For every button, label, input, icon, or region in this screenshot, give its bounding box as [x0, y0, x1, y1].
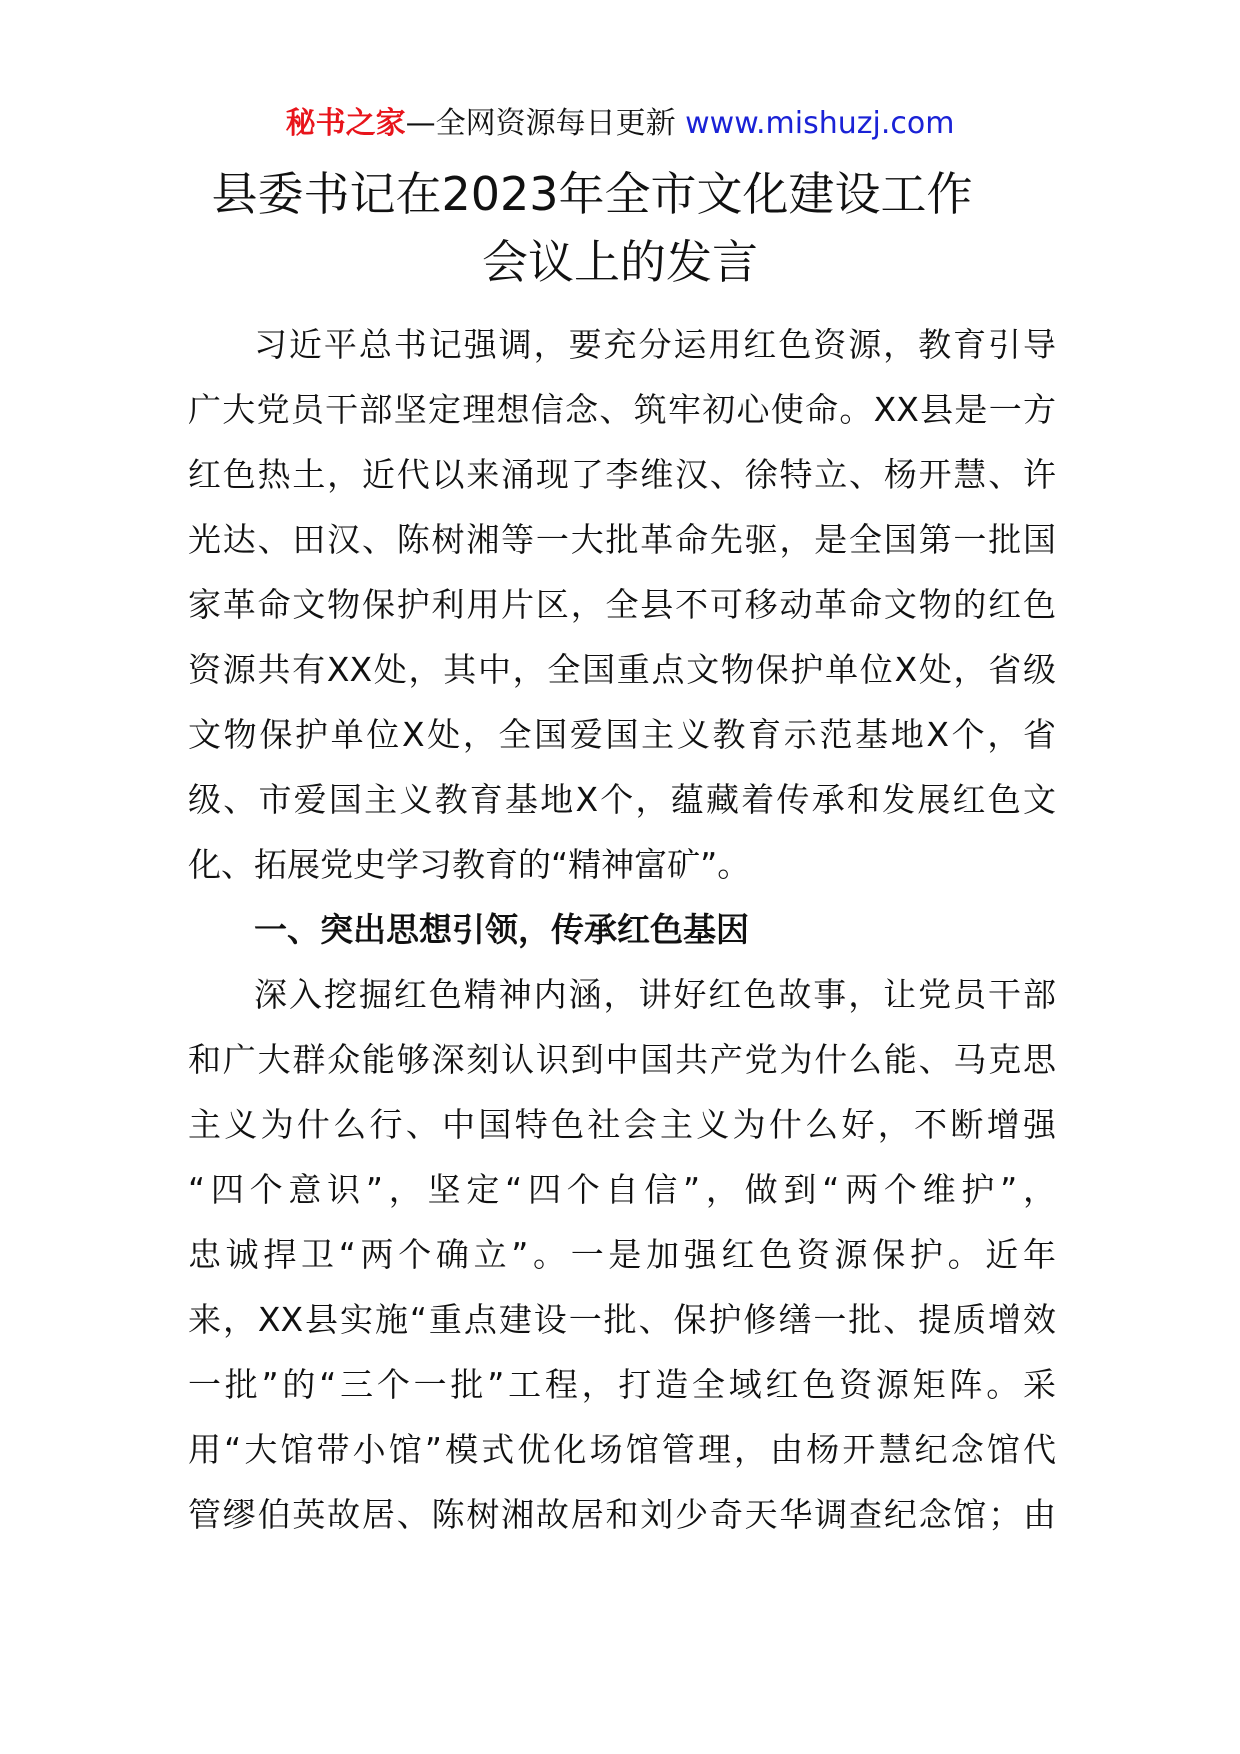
paragraph-line: “四个意识”，坚定“四个自信”，做到“两个维护”， — [188, 1170, 1056, 1209]
paragraph-line: 光达、田汉、陈树湘等一大批革命先驱，是全国第一批国 — [188, 520, 1056, 559]
paragraph-line: 来，XX县实施“重点建设一批、保护修缮一批、提质增效 — [188, 1300, 1056, 1339]
paragraph-line: 家革命文物保护利用片区，全县不可移动革命文物的红色 — [188, 585, 1056, 624]
paragraph-line: 管缪伯英故居、陈树湘故居和刘少奇天华调查纪念馆；由 — [188, 1495, 1056, 1534]
paragraph-line: 和广大群众能够深刻认识到中国共产党为什么能、马克思 — [188, 1040, 1056, 1079]
paragraph-line: 文物保护单位X处，全国爱国主义教育示范基地X个，省 — [188, 715, 1056, 754]
paragraph-line: 主义为什么行、中国特色社会主义为什么好，不断增强 — [188, 1105, 1056, 1144]
paragraph-line: 化、拓展党史学习教育的“精神富矿”。 — [188, 845, 751, 884]
paragraph-line: 红色热土，近代以来涌现了李维汉、徐特立、杨开慧、许 — [188, 455, 1056, 494]
paragraph-line: 级、市爱国主义教育基地X个，蕴藏着传承和发展红色文 — [188, 780, 1056, 819]
section-heading: 一、突出思想引领，传承红色基因 — [254, 910, 749, 949]
paragraph-line: 广大党员干部坚定理想信念、筑牢初心使命。XX县是一方 — [188, 390, 1056, 429]
paragraph-line: 忠诚捍卫“两个确立”。一是加强红色资源保护。近年 — [188, 1235, 1056, 1274]
document-title-line-2: 会议上的发言 — [482, 235, 758, 289]
document-body — [188, 312, 1056, 1547]
paragraph-line: 一批”的“三个一批”工程，打造全域红色资源矩阵。采 — [188, 1365, 1056, 1404]
paragraph-line: 习近平总书记强调，要充分运用红色资源，教育引导 — [254, 325, 1056, 364]
paragraph-line: 用“大馆带小馆”模式优化场馆管理，由杨开慧纪念馆代 — [188, 1430, 1056, 1469]
brand-name: 秘书之家 — [285, 106, 406, 141]
watermark-header — [0, 104, 1240, 144]
site-url[interactable]: www.mishuzj.com — [685, 106, 955, 141]
header-tagline: —全网资源每日更新 — [405, 106, 676, 141]
paragraph-line: 深入挖掘红色精神内涵，讲好红色故事，让党员干部 — [254, 975, 1056, 1014]
document-title-line-1: 县委书记在2023年全市文化建设工作 — [211, 167, 973, 221]
paragraph-line: 资源共有XX处，其中，全国重点文物保护单位X处，省级 — [188, 650, 1056, 689]
